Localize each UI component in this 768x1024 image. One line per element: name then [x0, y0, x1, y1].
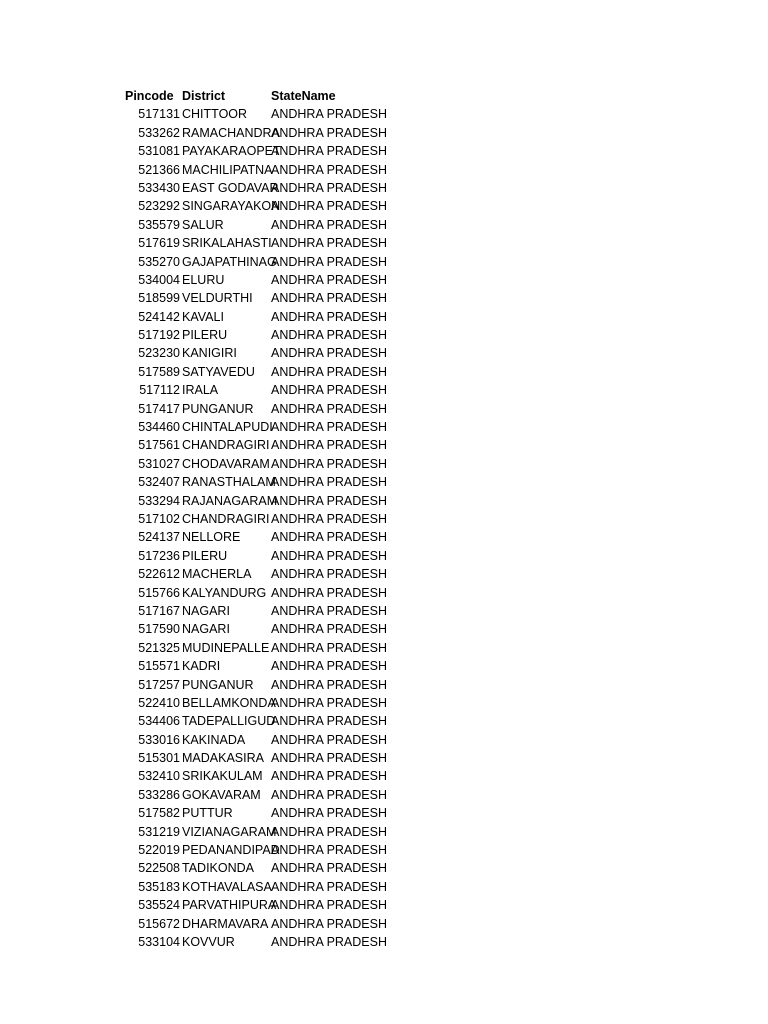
- pincode-cell[interactable]: 515571: [138, 659, 180, 674]
- state-cell[interactable]: ANDHRA PRADESH: [271, 199, 387, 214]
- district-cell[interactable]: SATYAVEDU: [182, 364, 255, 379]
- state-cell[interactable]: ANDHRA PRADESH: [271, 125, 387, 140]
- state-cell[interactable]: ANDHRA PRADESH: [271, 291, 387, 306]
- pincode-cell[interactable]: 517236: [138, 548, 180, 563]
- pincode-cell[interactable]: 517257: [138, 677, 180, 692]
- district-cell[interactable]: ELURU: [182, 272, 225, 287]
- state-cell[interactable]: ANDHRA PRADESH: [271, 622, 387, 637]
- state-cell[interactable]: ANDHRA PRADESH: [271, 787, 387, 802]
- district-cell[interactable]: KOVVUR: [182, 934, 235, 949]
- state-cell[interactable]: ANDHRA PRADESH: [271, 493, 387, 508]
- pincode-cell[interactable]: 535183: [138, 879, 180, 894]
- pincode-cell[interactable]: 515301: [138, 751, 180, 766]
- district-cell[interactable]: CHINTALAPUDI: [182, 420, 273, 435]
- column-header-pincode[interactable]: Pincode: [125, 89, 174, 103]
- district-cell[interactable]: SRIKAKULAM: [182, 769, 263, 784]
- state-cell[interactable]: ANDHRA PRADESH: [271, 677, 387, 692]
- state-cell[interactable]: ANDHRA PRADESH: [271, 254, 387, 269]
- pincode-cell[interactable]: 515766: [138, 585, 180, 600]
- district-cell[interactable]: CHANDRAGIRI: [182, 511, 270, 526]
- district-cell[interactable]: SINGARAYAKON: [182, 199, 281, 214]
- state-cell[interactable]: ANDHRA PRADESH: [271, 272, 387, 287]
- state-cell[interactable]: ANDHRA PRADESH: [271, 769, 387, 784]
- district-cell[interactable]: EAST GODAVAR: [182, 180, 279, 195]
- pincode-cell[interactable]: 517102: [138, 511, 180, 526]
- district-cell[interactable]: TADEPALLIGUD: [182, 714, 276, 729]
- state-cell[interactable]: ANDHRA PRADESH: [271, 456, 387, 471]
- pincode-cell[interactable]: 535270: [138, 254, 180, 269]
- state-cell[interactable]: ANDHRA PRADESH: [271, 640, 387, 655]
- pincode-cell[interactable]: 522508: [138, 861, 180, 876]
- pincode-cell[interactable]: 533262: [138, 125, 180, 140]
- district-cell[interactable]: KAVALI: [182, 309, 224, 324]
- district-cell[interactable]: RAMACHANDRA: [182, 125, 280, 140]
- column-header-statename[interactable]: StateName: [271, 89, 336, 103]
- state-cell[interactable]: ANDHRA PRADESH: [271, 346, 387, 361]
- pincode-cell[interactable]: 535579: [138, 217, 180, 232]
- state-cell[interactable]: ANDHRA PRADESH: [271, 934, 387, 949]
- state-cell[interactable]: ANDHRA PRADESH: [271, 843, 387, 858]
- state-cell[interactable]: ANDHRA PRADESH: [271, 585, 387, 600]
- state-cell[interactable]: ANDHRA PRADESH: [271, 511, 387, 526]
- district-cell[interactable]: RAJANAGARAM: [182, 493, 278, 508]
- district-cell[interactable]: CHODAVARAM: [182, 456, 270, 471]
- pincode-cell[interactable]: 517589: [138, 364, 180, 379]
- column-header-district[interactable]: District: [182, 89, 226, 103]
- district-cell[interactable]: CHANDRAGIRI: [182, 438, 270, 453]
- state-cell[interactable]: ANDHRA PRADESH: [271, 475, 387, 490]
- pincode-cell[interactable]: 535524: [138, 898, 180, 913]
- district-cell[interactable]: IRALA: [182, 383, 219, 398]
- state-cell[interactable]: ANDHRA PRADESH: [271, 530, 387, 545]
- district-cell[interactable]: TADIKONDA: [182, 861, 254, 876]
- state-cell[interactable]: ANDHRA PRADESH: [271, 180, 387, 195]
- district-cell[interactable]: GOKAVARAM: [182, 787, 261, 802]
- district-cell[interactable]: BELLAMKONDA: [182, 695, 276, 710]
- pincode-cell[interactable]: 531081: [138, 144, 180, 159]
- state-cell[interactable]: ANDHRA PRADESH: [271, 603, 387, 618]
- district-cell[interactable]: PARVATHIPURA: [182, 898, 277, 913]
- district-cell[interactable]: PILERU: [182, 548, 228, 563]
- state-cell[interactable]: ANDHRA PRADESH: [271, 898, 387, 913]
- district-cell[interactable]: NAGARI: [182, 603, 230, 618]
- state-cell[interactable]: ANDHRA PRADESH: [271, 107, 387, 122]
- state-cell[interactable]: ANDHRA PRADESH: [271, 659, 387, 674]
- pincode-cell[interactable]: 531219: [138, 824, 180, 839]
- pincode-cell[interactable]: 534406: [138, 714, 180, 729]
- district-cell[interactable]: MADAKASIRA: [182, 751, 264, 766]
- district-cell[interactable]: SALUR: [182, 217, 224, 232]
- pincode-cell[interactable]: 517561: [138, 438, 180, 453]
- state-cell[interactable]: ANDHRA PRADESH: [271, 401, 387, 416]
- district-cell[interactable]: PILERU: [182, 328, 228, 343]
- pincode-cell[interactable]: 517192: [138, 328, 180, 343]
- state-cell[interactable]: ANDHRA PRADESH: [271, 879, 387, 894]
- pincode-cell[interactable]: 517131: [138, 107, 180, 122]
- district-cell[interactable]: PAYAKARAOPET: [182, 144, 281, 159]
- state-cell[interactable]: ANDHRA PRADESH: [271, 824, 387, 839]
- district-cell[interactable]: MACHILIPATNA: [182, 162, 273, 177]
- state-cell[interactable]: ANDHRA PRADESH: [271, 751, 387, 766]
- state-cell[interactable]: ANDHRA PRADESH: [271, 695, 387, 710]
- state-cell[interactable]: ANDHRA PRADESH: [271, 806, 387, 821]
- district-cell[interactable]: SRIKALAHASTI: [182, 236, 272, 251]
- state-cell[interactable]: ANDHRA PRADESH: [271, 861, 387, 876]
- state-cell[interactable]: ANDHRA PRADESH: [271, 144, 387, 159]
- district-cell[interactable]: DHARMAVARA: [182, 916, 269, 931]
- district-cell[interactable]: KALYANDURG: [182, 585, 267, 600]
- pincode-cell[interactable]: 518599: [138, 291, 180, 306]
- pincode-cell[interactable]: 521325: [138, 640, 180, 655]
- pincode-cell[interactable]: 524142: [138, 309, 180, 324]
- pincode-cell[interactable]: 517112: [139, 383, 180, 398]
- state-cell[interactable]: ANDHRA PRADESH: [271, 438, 387, 453]
- pincode-cell[interactable]: 515672: [138, 916, 180, 931]
- pincode-cell[interactable]: 523292: [138, 199, 180, 214]
- pincode-cell[interactable]: 534004: [138, 272, 180, 287]
- state-cell[interactable]: ANDHRA PRADESH: [271, 714, 387, 729]
- pincode-cell[interactable]: 533294: [138, 493, 180, 508]
- district-cell[interactable]: VELDURTHI: [182, 291, 253, 306]
- pincode-cell[interactable]: 533430: [138, 180, 180, 195]
- state-cell[interactable]: ANDHRA PRADESH: [271, 567, 387, 582]
- district-cell[interactable]: KADRI: [182, 659, 221, 674]
- district-cell[interactable]: PEDANANDIPAD: [182, 843, 280, 858]
- state-cell[interactable]: ANDHRA PRADESH: [271, 548, 387, 563]
- pincode-cell[interactable]: 531027: [138, 456, 180, 471]
- district-cell[interactable]: NELLORE: [182, 530, 241, 545]
- state-cell[interactable]: ANDHRA PRADESH: [271, 383, 387, 398]
- district-cell[interactable]: PUNGANUR: [182, 677, 254, 692]
- pincode-cell[interactable]: 533286: [138, 787, 180, 802]
- district-cell[interactable]: PUTTUR: [182, 806, 233, 821]
- pincode-cell[interactable]: 517582: [138, 806, 180, 821]
- district-cell[interactable]: MUDINEPALLE: [182, 640, 270, 655]
- state-cell[interactable]: ANDHRA PRADESH: [271, 732, 387, 747]
- district-cell[interactable]: KANIGIRI: [182, 346, 237, 361]
- pincode-cell[interactable]: 523230: [138, 346, 180, 361]
- pincode-cell[interactable]: 524137: [138, 530, 180, 545]
- district-cell[interactable]: RANASTHALAM: [182, 475, 276, 490]
- district-cell[interactable]: NAGARI: [182, 622, 230, 637]
- district-cell[interactable]: VIZIANAGARAM: [182, 824, 277, 839]
- district-cell[interactable]: PUNGANUR: [182, 401, 254, 416]
- pincode-cell[interactable]: 522410: [138, 695, 180, 710]
- district-cell[interactable]: GAJAPATHINAG: [182, 254, 277, 269]
- district-cell[interactable]: KAKINADA: [182, 732, 246, 747]
- pincode-cell[interactable]: 517167: [138, 603, 180, 618]
- pincode-cell[interactable]: 533016: [138, 732, 180, 747]
- pincode-cell[interactable]: 532410: [138, 769, 180, 784]
- state-cell[interactable]: ANDHRA PRADESH: [271, 236, 387, 251]
- pincode-cell[interactable]: 517590: [138, 622, 180, 637]
- pincode-cell[interactable]: 533104: [138, 934, 180, 949]
- pincode-cell[interactable]: 534460: [138, 420, 180, 435]
- district-cell[interactable]: MACHERLA: [182, 567, 252, 582]
- state-cell[interactable]: ANDHRA PRADESH: [271, 162, 387, 177]
- state-cell[interactable]: ANDHRA PRADESH: [271, 916, 387, 931]
- state-cell[interactable]: ANDHRA PRADESH: [271, 420, 387, 435]
- pincode-cell[interactable]: 522019: [138, 843, 180, 858]
- state-cell[interactable]: ANDHRA PRADESH: [271, 217, 387, 232]
- state-cell[interactable]: ANDHRA PRADESH: [271, 328, 387, 343]
- pincode-cell[interactable]: 532407: [138, 475, 180, 490]
- district-cell[interactable]: KOTHAVALASA: [182, 879, 272, 894]
- pincode-cell[interactable]: 522612: [138, 567, 180, 582]
- district-cell[interactable]: CHITTOOR: [182, 107, 248, 122]
- state-cell[interactable]: ANDHRA PRADESH: [271, 309, 387, 324]
- pincode-cell[interactable]: 517619: [138, 236, 180, 251]
- pincode-cell[interactable]: 521366: [138, 162, 180, 177]
- state-cell[interactable]: ANDHRA PRADESH: [271, 364, 387, 379]
- pincode-cell[interactable]: 517417: [138, 401, 180, 416]
